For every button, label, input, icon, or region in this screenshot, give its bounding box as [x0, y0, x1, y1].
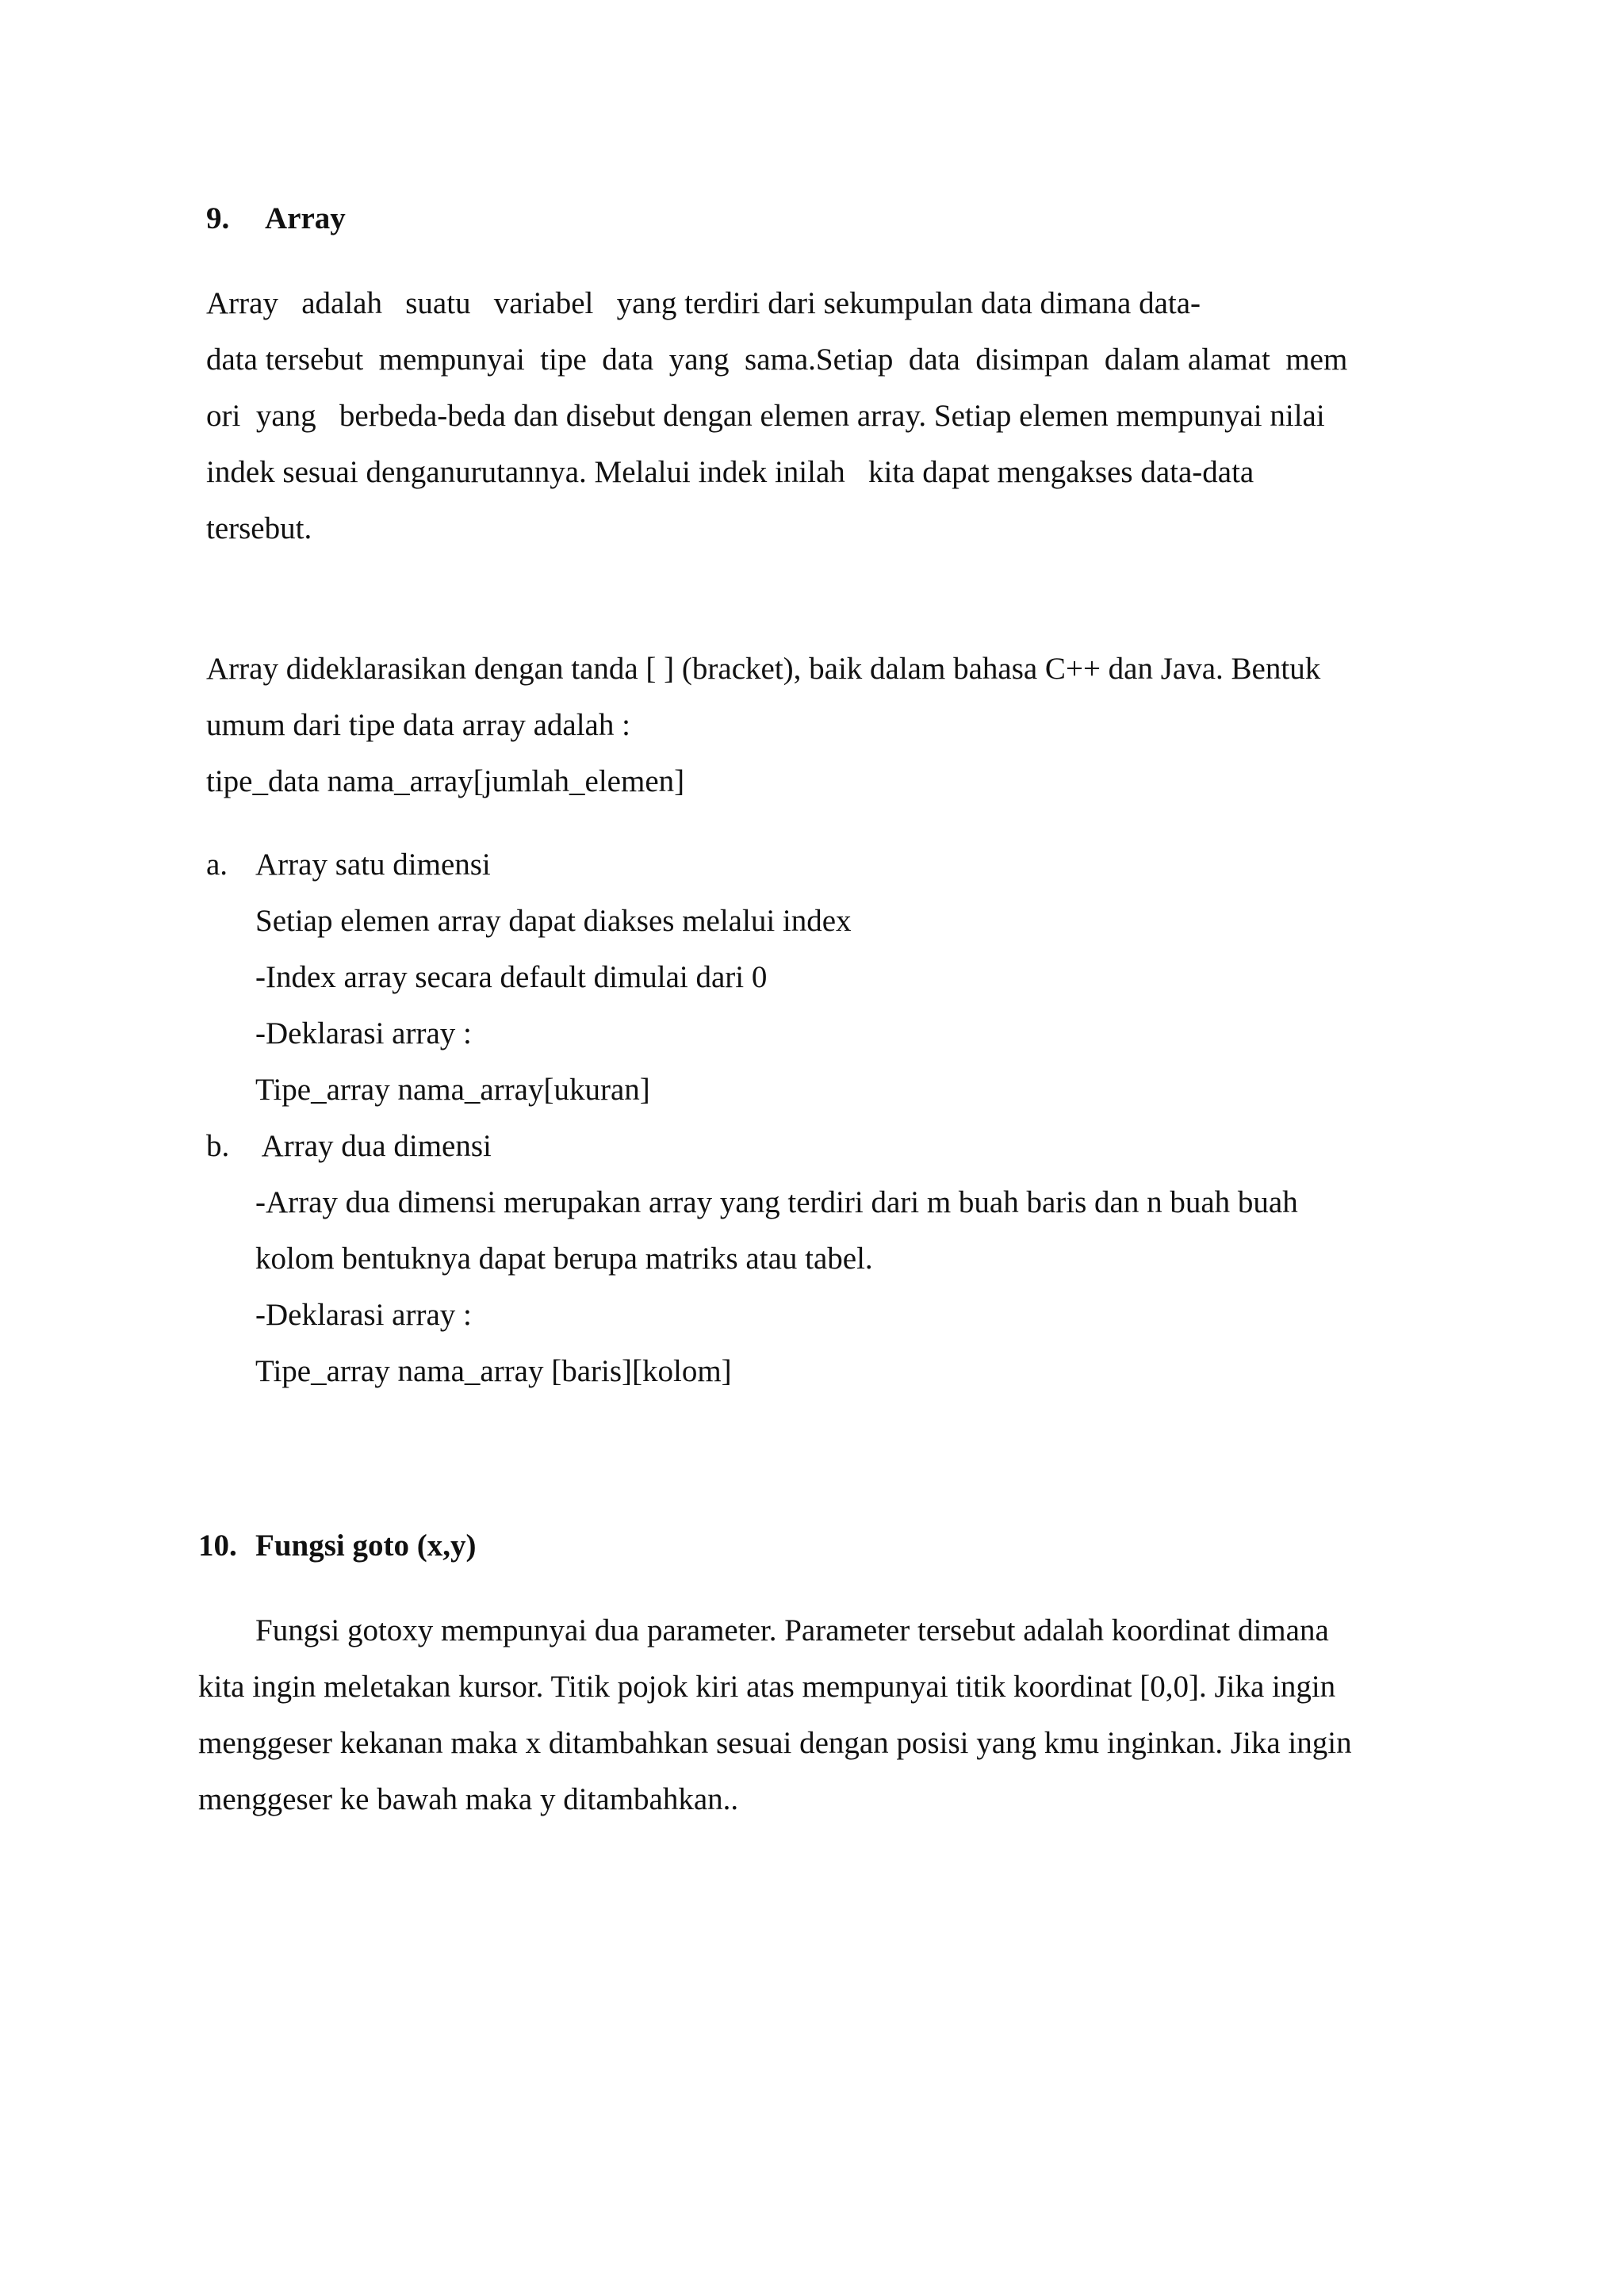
section-10-paragraph-line-1: Fungsi gotoxy mempunyai dua parameter. Parameter tersebut adalah koordinat dimana: [255, 1613, 1329, 1647]
list-item-a-title: Array satu dimensi: [255, 848, 491, 882]
list-item-a-marker: a.: [206, 848, 228, 882]
list-item-b-title: Array dua dimensi: [255, 1129, 492, 1163]
paragraph-1-line-2: data tersebut mempunyai tipe data yang sama.Setiap data disimpan dalam alamat mem: [206, 342, 1348, 377]
paragraph-2-line-2: umum dari tipe data array adalah :: [206, 708, 630, 742]
section-10-number: 10.: [198, 1529, 237, 1563]
paragraph-1-line-3: ori yang berbeda-beda dan disebut dengan elemen array. Setiap elemen mempunyai nilai: [206, 399, 1325, 433]
list-item-a-line-3: -Deklarasi array :: [255, 1016, 472, 1050]
list-item-b-line-4: Tipe_array nama_array [baris][kolom]: [255, 1354, 732, 1388]
list-item-a-line-2: -Index array secara default dimulai dari 0: [255, 960, 768, 994]
section-10-title: Fungsi goto (x,y): [255, 1529, 477, 1563]
section-10-paragraph-line-3: menggeser kekanan maka x ditambahkan sesuai dengan posisi yang kmu inginkan. Jika ingin: [198, 1726, 1352, 1760]
list-item-a-line-4: Tipe_array nama_array[ukuran]: [255, 1073, 650, 1107]
paragraph-1-line-1: Array adalah suatu variabel yang terdiri dari sekumpulan data dimana data-: [206, 286, 1201, 320]
paragraph-1-line-5: tersebut.: [206, 511, 312, 545]
list-item-a-line-1: Setiap elemen array dapat diakses melalui index: [255, 904, 852, 938]
section-9-title: Array: [265, 201, 346, 235]
section-9-number: 9.: [206, 201, 230, 235]
list-item-b-line-1: -Array dua dimensi merupakan array yang terdiri dari m buah baris dan n buah buah: [255, 1185, 1298, 1219]
list-item-b-line-3: -Deklarasi array :: [255, 1298, 472, 1332]
section-10-paragraph-line-4: menggeser ke bawah maka y ditambahkan..: [198, 1782, 739, 1816]
paragraph-2-line-3: tipe_data nama_array[jumlah_elemen]: [206, 764, 685, 798]
list-item-b-line-2: kolom bentuknya dapat berupa matriks atau tabel.: [255, 1242, 873, 1276]
paragraph-2-line-1: Array dideklarasikan dengan tanda [ ] (bracket), baik dalam bahasa C++ dan Java. Bentuk: [206, 652, 1321, 686]
list-item-b-marker: b.: [206, 1129, 230, 1163]
section-10-paragraph-line-2: kita ingin meletakan kursor. Titik pojok kiri atas mempunyai titik koordinat [0,0]. Jika ingin: [198, 1670, 1336, 1704]
paragraph-1-line-4: indek sesuai denganurutannya. Melalui indek inilah kita dapat mengakses data-data: [206, 455, 1254, 489]
